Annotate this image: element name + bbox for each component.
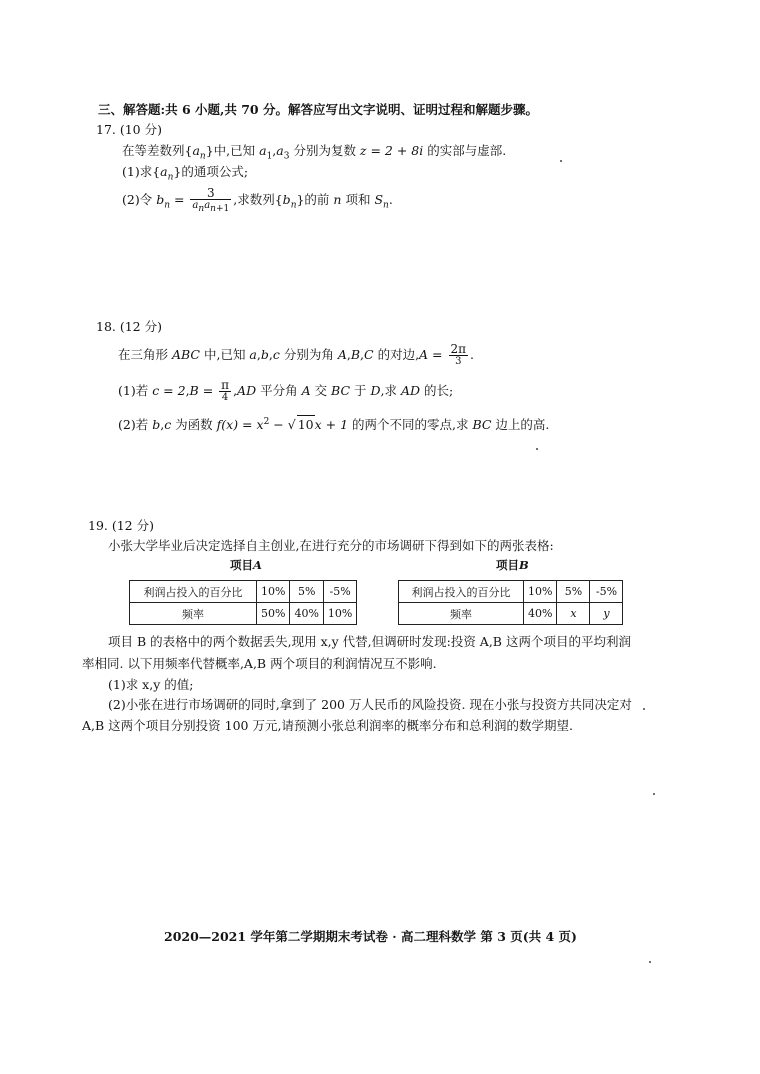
q17-part1: (1)求$\{a_n\}$的通项公式; [122, 164, 249, 183]
scan-speck [536, 448, 538, 450]
q17-stem: 在等差数列$\{a_n\}$中,已知 $a_1,a_3$ 分别为复数 z = 2 + 8i 的实部与虚部. [122, 143, 507, 162]
table-b-cell: -5% [590, 581, 623, 603]
table-a-label: 频率 [130, 603, 257, 625]
q17-part2: (2)令 $b_n$ = $\frac{3}{a_na_{n+1}}$ ,求数列$\{b_n\}$的前 n 项和 $S_n$. [122, 185, 393, 214]
q19-part1: (1)求 x,y 的值; [108, 677, 194, 692]
q18-part2: (2)若 b,c 为函数 $f(x) = x^2$ − √ 10x + 1 的两个不同的零点,求 BC 边上的高. [118, 417, 550, 433]
q19-para-line1: 项目 B 的表格中的两个数据丢失,现用 x,y 代替,但调研时发现:投资 A,B 这两个项目的平均利润 [108, 634, 631, 649]
q18-header: 18. (12 分) [96, 319, 162, 334]
table-b-row-profit [399, 581, 623, 603]
table-a-row-profit [130, 581, 357, 603]
q18-angle-fraction: $\frac{2\pi}{3}$ [450, 342, 467, 367]
q19-intro: 小张大学毕业后决定选择自主创业,在进行充分的市场调研下得到如下的两张表格: [108, 538, 554, 553]
table-b-caption: 项目B [496, 558, 529, 572]
table-a-cell: 10% [257, 581, 290, 603]
table-a-cell: 10% [323, 603, 356, 625]
q18-stem: 在三角形 ABC 中,已知 a,b,c 分别为角 A,B,C 的对边,A = $\frac{2\pi}{3}$ . [118, 342, 475, 367]
q18-B-fraction: $\frac{\pi}{4}$ [221, 378, 230, 403]
table-b-cell: 5% [557, 581, 590, 603]
table-b [398, 580, 623, 625]
table-a [129, 580, 357, 625]
table-a-cell: 5% [290, 581, 323, 603]
section-heading: 三、解答题:共 6 小题,共 70 分。解答应写出文字说明、证明过程和解题步骤。 [98, 102, 538, 117]
q17-header: 17. (10 分) [96, 122, 162, 137]
scan-speck [560, 160, 562, 162]
scan-speck [653, 793, 655, 795]
table-b-label: 频率 [399, 603, 524, 625]
q19-header: 19. (12 分) [88, 518, 154, 533]
table-b-cell: 40% [524, 603, 557, 625]
page-footer: 2020—2021 学年第二学期期末考试卷 · 高二理科数学 第 3 页(共 4 页) [164, 929, 577, 944]
table-a-row-frequency [130, 603, 357, 625]
q18-part1: (1)若 c = 2,B = $\frac{\pi}{4}$ ,AD 平分角 A 交 BC 于 D,求 AD 的长; [118, 378, 454, 403]
table-a-cell: 40% [290, 603, 323, 625]
table-b-cell: x [557, 603, 590, 625]
table-a-cell: 50% [257, 603, 290, 625]
q17-fraction: $\frac{3}{a_na_{n+1}}$ [192, 185, 230, 214]
table-a-cell: -5% [323, 581, 356, 603]
scan-speck [643, 708, 645, 710]
q19-part2-line2: A,B 这两个项目分别投资 100 万元,请预测小张总利润率的概率分布和总利润的数学期望. [82, 718, 573, 733]
table-b-label: 利润占投入的百分比 [399, 581, 524, 603]
q19-part2-line1: (2)小张在进行市场调研的同时,拿到了 200 万人民币的风险投资. 现在小张与投资方共同决定对 [108, 697, 632, 712]
table-b-row-frequency [399, 603, 623, 625]
table-b-cell: y [590, 603, 623, 625]
scan-speck [649, 961, 651, 963]
table-a-label: 利润占投入的百分比 [130, 581, 257, 603]
q19-para-line2: 率相同. 以下用频率代替概率,A,B 两个项目的利润情况互不影响. [82, 656, 437, 671]
table-b-cell: 10% [524, 581, 557, 603]
table-a-caption: 项目A [230, 558, 262, 572]
